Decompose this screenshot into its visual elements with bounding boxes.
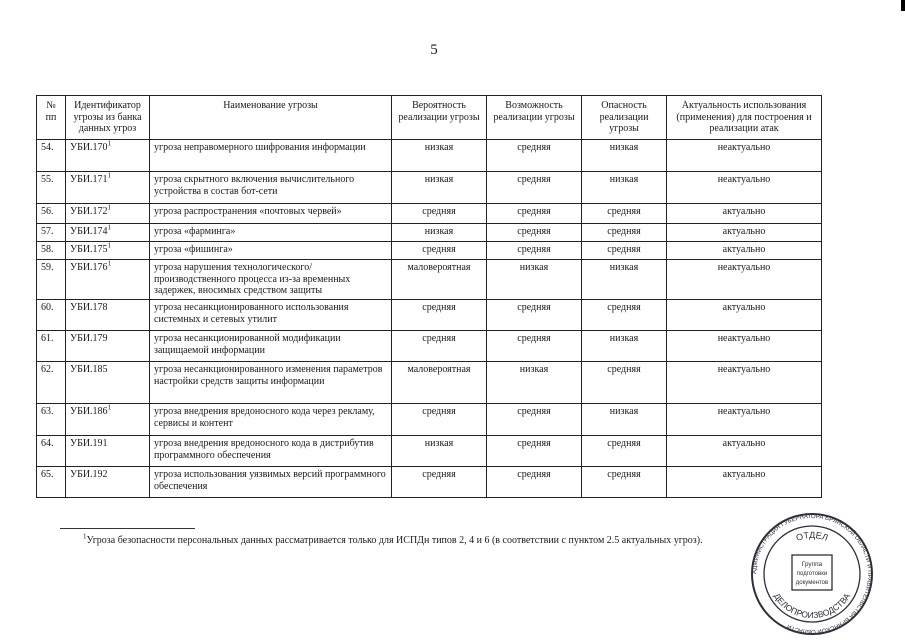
row-threat-name: угроза несанкционированной модификации защищаемой информации: [150, 331, 392, 362]
table-row: [37, 404, 822, 436]
row-possibility: низкая: [487, 362, 582, 404]
row-threat-name: угроза «фарминга»: [150, 224, 392, 242]
row-possibility: средняя: [487, 242, 582, 260]
row-danger: средняя: [582, 242, 667, 260]
row-number: 63.: [37, 404, 66, 436]
row-threat-id: [66, 224, 150, 242]
row-relevance: неактуально: [667, 172, 822, 204]
row-number: 57.: [37, 224, 66, 242]
row-possibility: средняя: [487, 172, 582, 204]
footnote-ref-mark: 1: [107, 403, 112, 412]
row-possibility: средняя: [487, 204, 582, 224]
table-row: [37, 204, 822, 224]
threat-id-text: УБИ.192: [70, 469, 108, 480]
stamp-center-line-3: документов: [795, 580, 829, 586]
row-probability: маловероятная: [392, 362, 487, 404]
row-possibility: средняя: [487, 331, 582, 362]
row-danger: средняя: [582, 204, 667, 224]
row-danger: средняя: [582, 224, 667, 242]
row-possibility: средняя: [487, 404, 582, 436]
row-threat-id: [66, 467, 150, 498]
header-probability: Вероятность реализации угрозы: [392, 96, 487, 140]
stamp-dept-bottom: [772, 591, 852, 620]
row-threat-name: угроза распространения «почтовых червей»: [150, 204, 392, 224]
table-row: [37, 172, 822, 204]
footnote-ref-mark: 1: [107, 223, 112, 232]
footnote-ref-mark: 1: [107, 139, 112, 148]
row-probability: средняя: [392, 300, 487, 331]
row-danger: низкая: [582, 172, 667, 204]
footnote-mark: 1: [83, 532, 87, 541]
threat-id-text: УБИ.176: [70, 262, 108, 273]
threats-table: [36, 95, 822, 498]
row-threat-name: угроза «фишинга»: [150, 242, 392, 260]
row-probability: маловероятная: [392, 260, 487, 300]
threat-id-text: УБИ.179: [70, 333, 108, 344]
row-relevance: неактуально: [667, 331, 822, 362]
row-relevance: актуально: [667, 242, 822, 260]
table-row: [37, 260, 822, 300]
row-number: 55.: [37, 172, 66, 204]
row-possibility: низкая: [487, 260, 582, 300]
row-probability: низкая: [392, 140, 487, 172]
footnote-text: Угроза безопасности персональных данных рассматривается только для ИСПДн типов 2, 4 и 6 (в соответствии с пунктом 2.5 актуальных угроз).: [86, 535, 703, 546]
threat-id-text: УБИ.191: [70, 438, 108, 449]
row-relevance: актуально: [667, 224, 822, 242]
stamp-center-line-2: подготовки: [796, 571, 828, 577]
row-threat-id: [66, 362, 150, 404]
row-danger: низкая: [582, 331, 667, 362]
row-threat-id: [66, 172, 150, 204]
row-number: 54.: [37, 140, 66, 172]
stamp-outer-textpath: АДМИНИСТРАЦИЯ ГУБЕРНАТОРА БРЯНСКОЙ ОБЛАСТИ И ПРАВИТЕЛЬСТВА БРЯНСКОЙ ОБЛАСТИ: [751, 513, 873, 635]
threat-id-text: УБИ.185: [70, 364, 108, 375]
row-relevance: неактуально: [667, 362, 822, 404]
table-body: [37, 140, 822, 498]
threat-id-text: УБИ.172: [70, 206, 108, 217]
footnote-ref-mark: 1: [107, 171, 112, 180]
row-threat-name: угроза использования уязвимых версий программного обеспечения: [150, 467, 392, 498]
row-threat-id: [66, 300, 150, 331]
row-relevance: актуально: [667, 300, 822, 331]
threat-id-text: УБИ.175: [70, 244, 108, 255]
footnote-ref-mark: 1: [107, 259, 112, 268]
row-threat-id: [66, 436, 150, 467]
row-threat-id: [66, 404, 150, 436]
row-probability: средняя: [392, 467, 487, 498]
scan-edge-mark: [901, 0, 905, 11]
stamp-dept-top: [795, 530, 830, 543]
row-threat-id: [66, 331, 150, 362]
row-probability: средняя: [392, 204, 487, 224]
threat-id-text: УБИ.171: [70, 174, 108, 185]
footnote: [83, 532, 703, 546]
row-relevance: неактуально: [667, 404, 822, 436]
row-threat-id: [66, 242, 150, 260]
table-row: [37, 140, 822, 172]
header-id: Идентификатор угрозы из банка данных угроз: [66, 96, 150, 140]
row-danger: средняя: [582, 436, 667, 467]
row-relevance: актуально: [667, 204, 822, 224]
row-danger: низкая: [582, 140, 667, 172]
row-probability: низкая: [392, 436, 487, 467]
footnote-ref-mark: 1: [107, 241, 112, 250]
threat-id-text: УБИ.174: [70, 226, 108, 237]
row-possibility: средняя: [487, 300, 582, 331]
row-danger: средняя: [582, 362, 667, 404]
row-number: 56.: [37, 204, 66, 224]
row-relevance: актуально: [667, 436, 822, 467]
department-stamp: [748, 513, 876, 635]
row-threat-name: угроза внедрения вредоносного кода через рекламу, сервисы и контент: [150, 404, 392, 436]
row-probability: низкая: [392, 172, 487, 204]
row-probability: низкая: [392, 224, 487, 242]
table-row: [37, 224, 822, 242]
row-possibility: средняя: [487, 436, 582, 467]
table-row: [37, 300, 822, 331]
row-possibility: средняя: [487, 224, 582, 242]
table-row: [37, 331, 822, 362]
threat-id-text: УБИ.186: [70, 406, 108, 417]
header-num: № пп: [37, 96, 66, 140]
row-relevance: неактуально: [667, 140, 822, 172]
row-threat-id: [66, 140, 150, 172]
row-threat-name: угроза несанкционированного использования системных и сетевых утилит: [150, 300, 392, 331]
row-threat-id: [66, 204, 150, 224]
row-danger: низкая: [582, 260, 667, 300]
table-row: [37, 362, 822, 404]
row-number: 59.: [37, 260, 66, 300]
footnote-ref-mark: 1: [107, 203, 112, 212]
table-row: [37, 436, 822, 467]
row-danger: средняя: [582, 467, 667, 498]
row-threat-name: угроза нарушения технологического/ производственного процесса из-за временных задержек, вносимых средством защиты: [150, 260, 392, 300]
row-number: 58.: [37, 242, 66, 260]
row-danger: средняя: [582, 300, 667, 331]
header-relevance: Актуальность использования (применения) для построения и реализации атак: [667, 96, 822, 140]
row-relevance: актуально: [667, 467, 822, 498]
threat-id-text: УБИ.170: [70, 142, 108, 153]
row-probability: средняя: [392, 404, 487, 436]
stamp-dept-bottom-textpath: ДЕЛОПРОИЗВОДСТВА: [771, 591, 853, 621]
row-danger: низкая: [582, 404, 667, 436]
row-probability: средняя: [392, 242, 487, 260]
row-possibility: средняя: [487, 467, 582, 498]
threat-id-text: УБИ.178: [70, 302, 108, 313]
footnote-rule: [60, 528, 195, 529]
row-number: 65.: [37, 467, 66, 498]
header-danger: Опасность реализации угрозы: [582, 96, 667, 140]
table-row: [37, 242, 822, 260]
header-name: Наименование угрозы: [150, 96, 392, 140]
row-number: 60.: [37, 300, 66, 331]
row-probability: средняя: [392, 331, 487, 362]
row-number: 62.: [37, 362, 66, 404]
table-row: [37, 467, 822, 498]
row-threat-name: угроза несанкционированного изменения параметров настройки средств защиты информации: [150, 362, 392, 404]
row-number: 61.: [37, 331, 66, 362]
row-threat-name: угроза неправомерного шифрования информации: [150, 140, 392, 172]
stamp-dept-top-textpath: ОТДЕЛ: [794, 529, 830, 543]
row-threat-name: угроза внедрения вредоносного кода в дистрибутив программного обеспечения: [150, 436, 392, 467]
stamp-center-line-1: Группа: [801, 561, 823, 568]
row-possibility: средняя: [487, 140, 582, 172]
row-threat-name: угроза скрытного включения вычислительного устройства в состав бот-сети: [150, 172, 392, 204]
row-relevance: неактуально: [667, 260, 822, 300]
page-number: 5: [430, 42, 438, 58]
row-threat-id: [66, 260, 150, 300]
table-header-row: [37, 96, 822, 140]
header-possibility: Возможность реализации угрозы: [487, 96, 582, 140]
row-number: 64.: [37, 436, 66, 467]
